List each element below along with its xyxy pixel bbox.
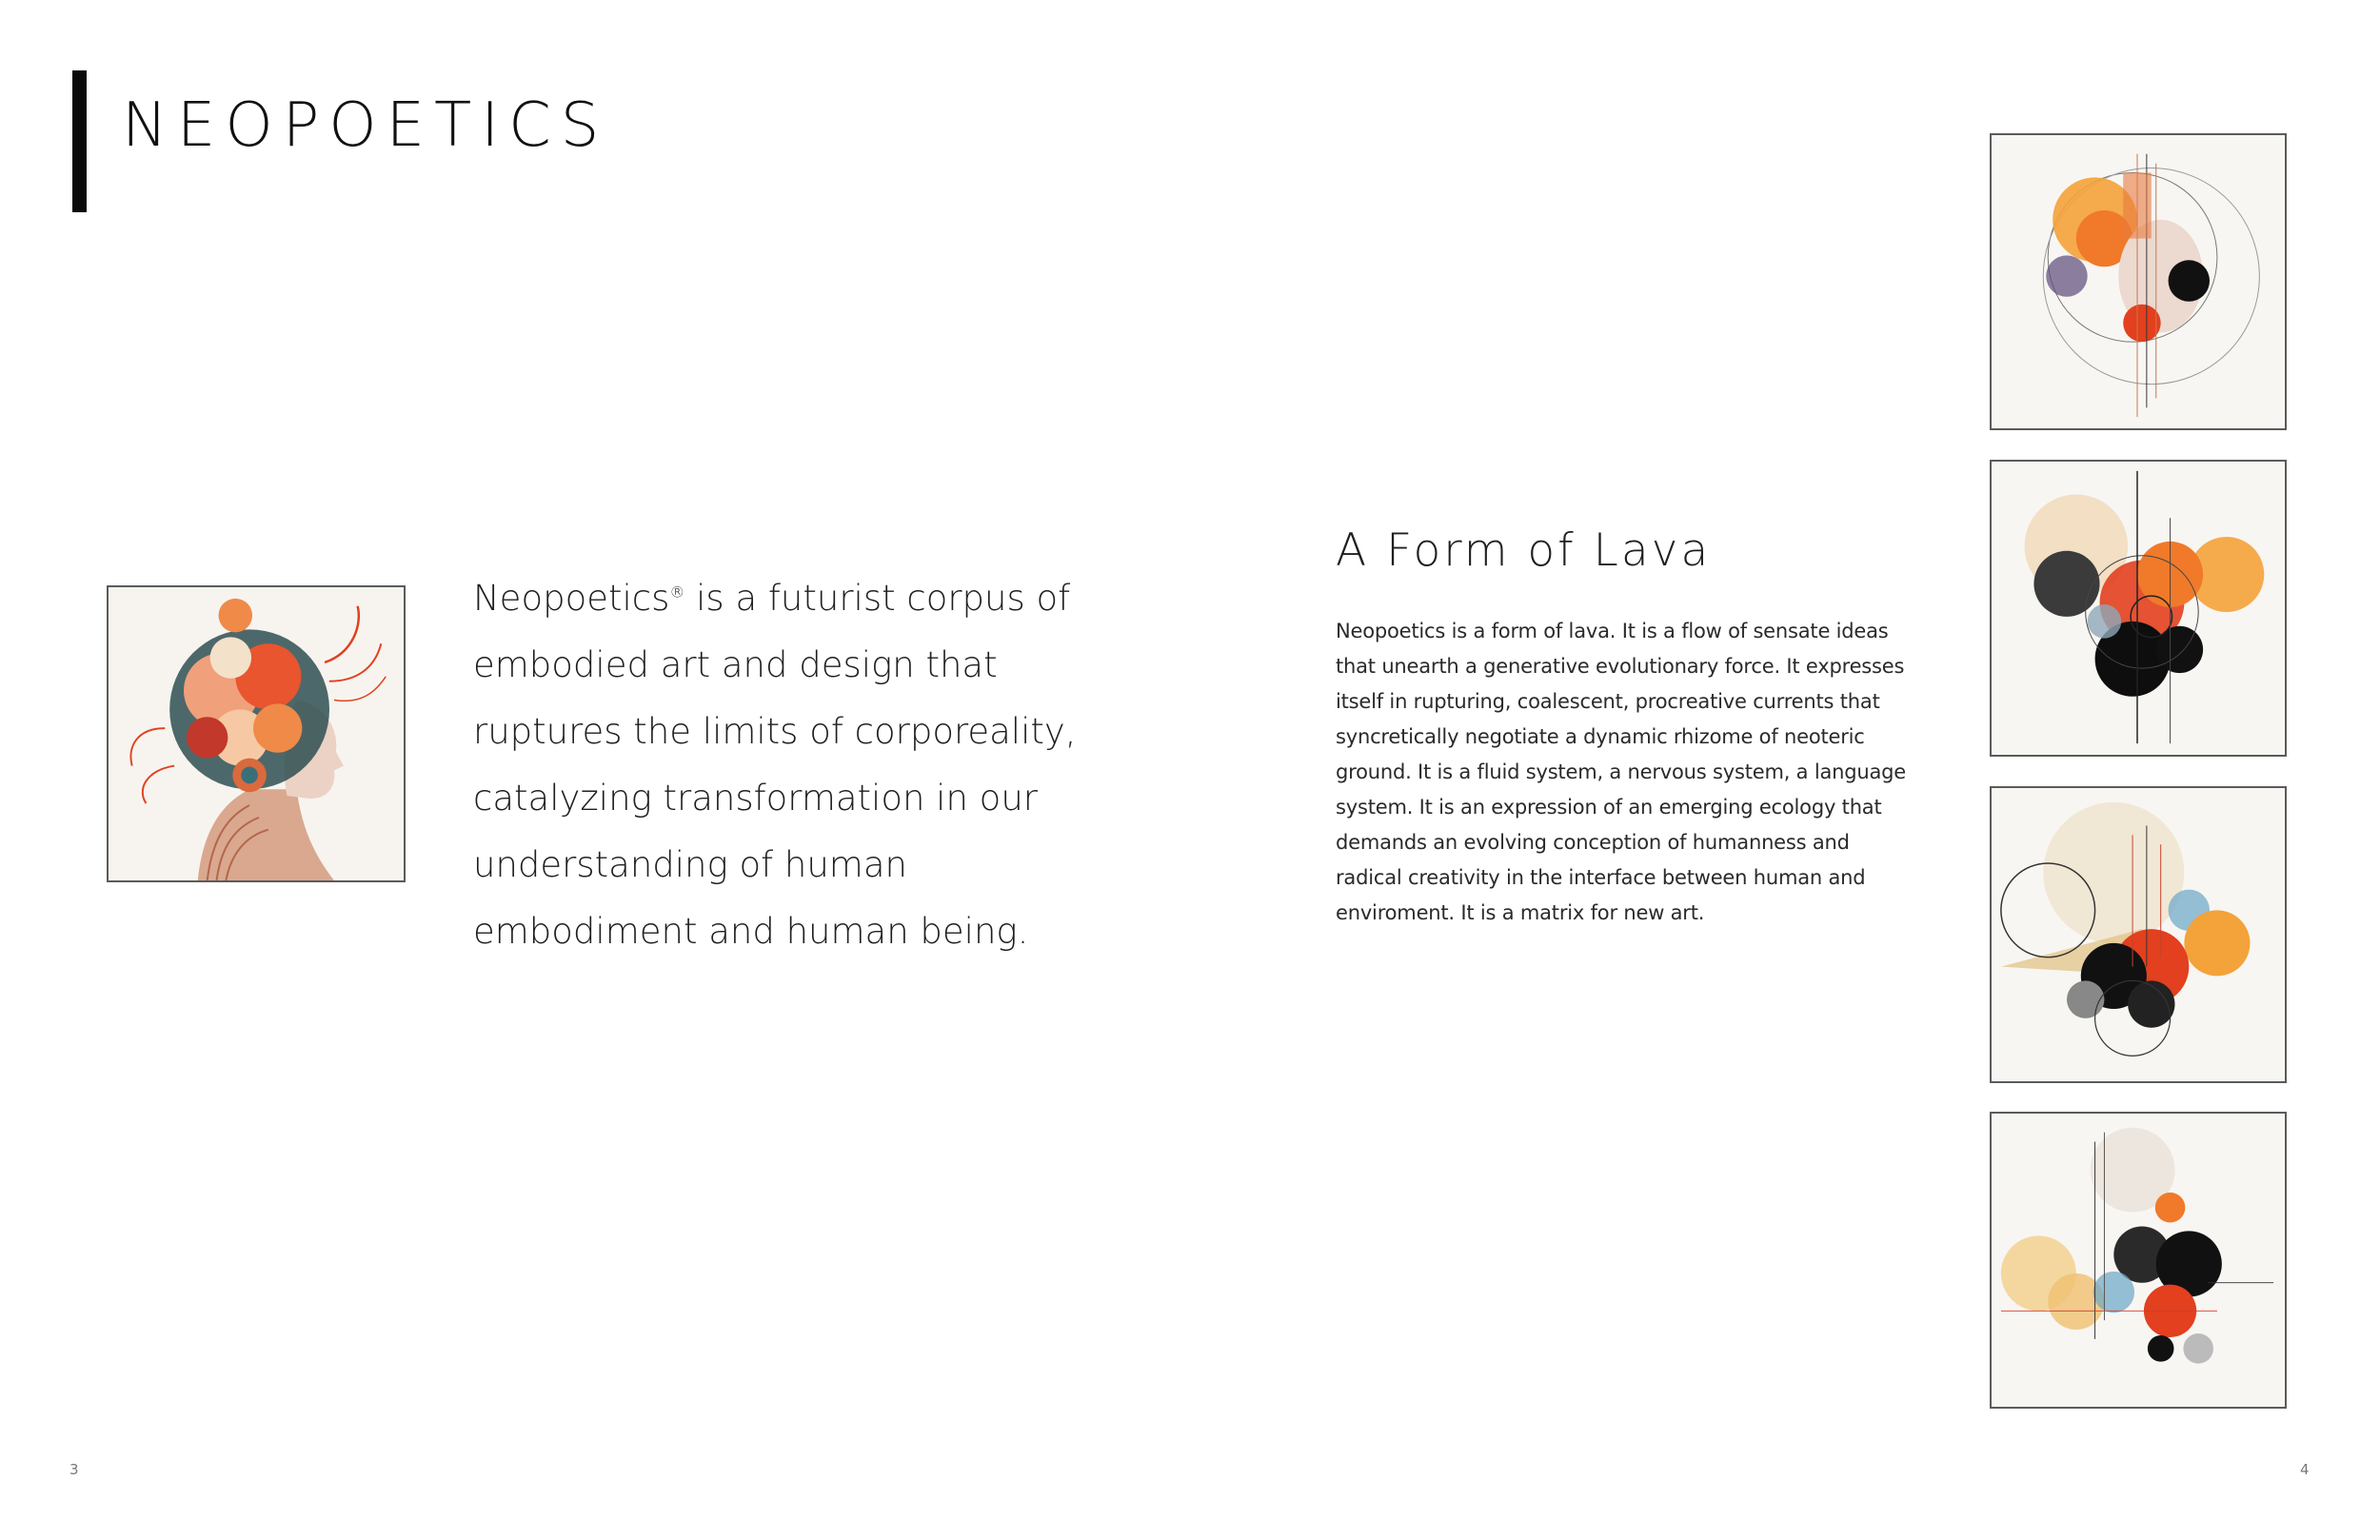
portrait-artwork — [107, 585, 406, 882]
intro-text: is a futurist corpus of embodied art and design that ruptures the limits of corporeality, catalyzing transformation in our understanding of human embodiment and human being. — [473, 578, 1077, 952]
artwork-thumbnail-1 — [1990, 133, 2287, 430]
portrait-illustration — [109, 587, 404, 880]
registered-mark: ® — [669, 582, 685, 602]
page-number-right: 4 — [2300, 1461, 2310, 1478]
abstract-ink-illustration — [1992, 462, 2285, 755]
artwork-thumbnail-3 — [1990, 786, 2287, 1083]
artwork-thumbnail-2 — [1990, 460, 2287, 757]
page-number-left: 3 — [69, 1461, 79, 1478]
title-accent-bar — [72, 70, 87, 212]
abstract-explosion-illustration — [1992, 788, 2285, 1081]
page-title: NEOPOETICS — [122, 90, 609, 161]
section-heading: A Form of Lava — [1336, 524, 1712, 577]
intro-brand: Neopoetics — [473, 578, 670, 619]
section-body: Neopoetics is a form of lava. It is a flow of sensate ideas that unearth a generative evolutionary force. It expresses itself in rupturing, coalescent, procreative currents that syncretically negotiate a dynamic rhizome of neoteric ground. It is a fluid system, a nervous system, a language system. It is an expression of an emerging ecology that demands an evolving conception of humanness and radical creativity in the interface between human and enviroment. It is a matrix for new art. — [1336, 620, 1906, 924]
abstract-face-illustration — [1992, 135, 2285, 428]
intro-paragraph — [473, 565, 1121, 965]
abstract-splash-illustration — [1992, 1114, 2285, 1407]
artwork-thumbnail-4 — [1990, 1112, 2287, 1409]
